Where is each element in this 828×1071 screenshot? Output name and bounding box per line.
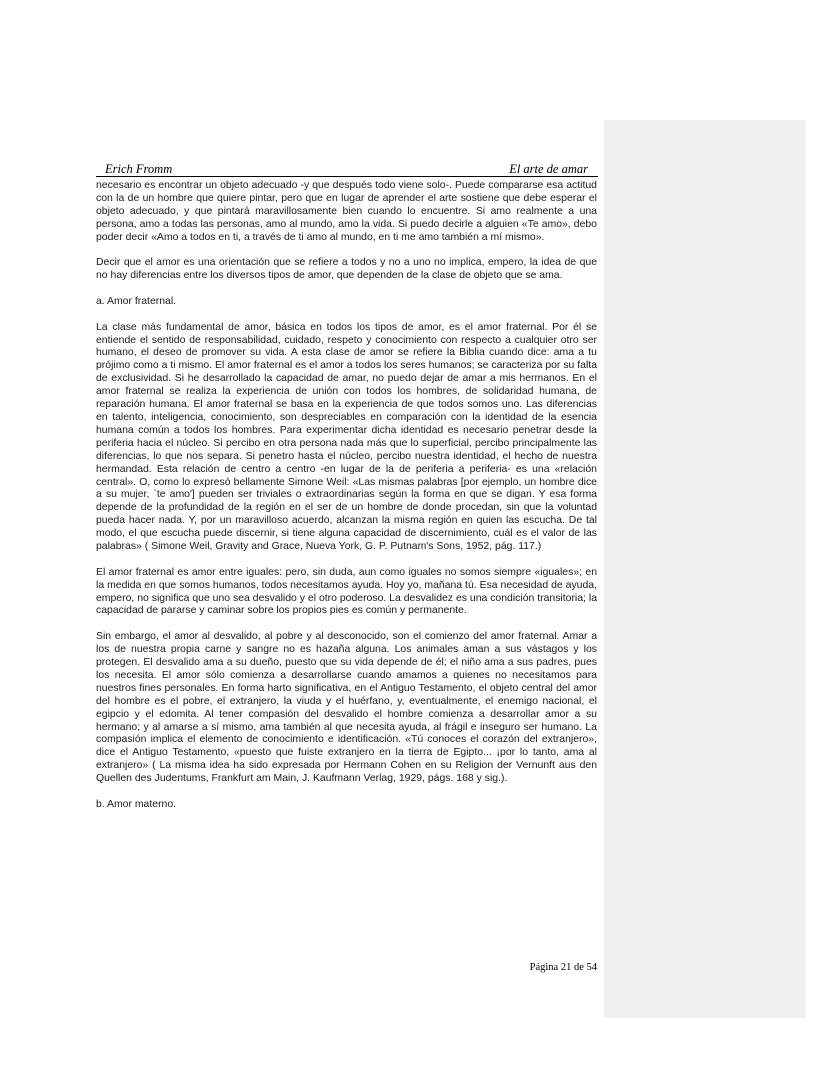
comment-margin-panel [604,120,806,1018]
page-number: Página 21 de 54 [529,962,597,973]
body-paragraph: Decir que el amor es una orientación que se refiere a todos y no a uno no implica, empero, la idea de que no hay diferencias entre los diversos tipos de amor, que dependen de la clase de objeto que se ama. [96,257,597,282]
section-heading: a. Amor fraternal. [96,295,177,307]
section-heading: b. Amor materno. [96,798,177,810]
body-paragraph: El amor fraternal es amor entre iguales: pero, sin duda, aun como iguales no somos siempre «iguales»; en la medida en que somos humanos, todos necesitamos ayuda. Hoy yo, mañana tú. Esa necesidad de ayuda, empero, no significa que uno sea desvalido y el otro poderoso. La desvalidez es una condición transitoria; la capacidad de pararse y caminar sobre los propios pies es común y permanente. [96,566,597,617]
body-paragraph: Sin embargo, el amor al desvalido, al pobre y al desconocido, son el comienzo del amor fraternal. Amar a los de nuestra propia carne y sangre no es hazaña alguna. Los animales aman a sus vástagos y los protegen. El desvalido ama a su dueño, puesto que su vida depende de él; el niño ama a sus padres, pues los necesita. El amor sólo comienza a desarrollarse cuando amamos a quienes no necesitamos para nuestros fines personales. En forma harto significativa, en el Antiguo Testamento, el objeto central del amor del hombre es el pobre, el extranjero, la viuda y el huérfano, y, eventualmente, el enemigo nacional, el egipcio y el edomita. Al tener compasión del desvalido el hombre comienza a desarrollar amor a su hermano; y al amarse a sí mismo, ama también al que necesita ayuda, al frágil e inseguro ser humano. La compasión implica el elemento de conocimiento e identificación. «Tú conoces el corazón del extranjero», dice el Antiguo Testamento, «puesto que fuiste extranjero en la tierra de Egipto... ¡por lo tanto, ama al extranjero» ( La misma idea ha sido expresada por Hermann Cohen en su Religion der Vernunft aus den Quellen des Judentums, Frankfurt am Main, J. Kaufmann Verlag, 1929, págs. 168 y sig.). [96,631,597,785]
header-book-title: El arte de amar [509,162,588,176]
header-author: Erich Fromm [105,162,173,176]
body-paragraph: La clase más fundamental de amor, básica en todos los tipos de amor, es el amor fraternal. Por él se entiende el sentido de responsabilidad, cuidado, respeto y conocimiento con respecto a cualquier otro ser humano, el deseo de promover su vida. A esta clase de amor se refiere la Biblia cuando dice: ama a tu prójimo como a ti mismo. El amor fraternal es el amor a todos los seres humanos; se caracteriza por su falta de exclusividad. Si he desarrollado la capacidad de amar, no puedo dejar de amar a mis hermanos. En el amor fraternal se realiza la experiencia de unión con todos los hombres, de solidaridad humana, de reparación humana. El amor fraternal se basa en la experiencia de que todos somos uno. Las diferencias en talento, inteligencia, conocimiento, son despreciables en comparación con la identidad de la esencia humana común a todos los hombres. Para experimentar dicha identidad es necesario penetrar desde la periferia hacia el núcleo. Si percibo en otra persona nada más que lo superficial, percibo principalmente las diferencias, lo que nos separa. Si penetro hasta el núcleo, percibo nuestra identidad, el hecho de nuestra hermandad. Esta relación de centro a centro -en lugar de la de periferia a periferia- es una «relación central». O, como lo expresó bellamente Simone Weil: «Las mismas palabras [por ejemplo, un hombre dice a su mujer, `te amo'] pueden ser triviales o extraordinarias según la forma en que se digan. Y esa forma depende de la profundidad de la región en el ser de un hombre de donde procedan, sin que la voluntad pueda hacer nada. Y, por un maravilloso acuerdo, alcanzan la misma región en quien las escucha. De tal modo, el que escucha puede discernir, si tiene alguna capacidad de discernimiento, cuál es el valor de las palabras» ( Simone Weil, Gravity and Grace, Nueva York, G. P. Putnam's Sons, 1952, pág. 117.) [96,321,597,553]
page-body [96,180,597,825]
page-header [96,162,598,177]
body-paragraph: necesario es encontrar un objeto adecuado -y que después todo viene solo-. Puede compararse esa actitud con la de un hombre que quiere pintar, pero que en lugar de aprender el arte sostiene que debe esperar el objeto adecuado, y que pintará maravillosamente bien cuando lo encuentre. Si amo realmente a una persona, amo a todas las personas, amo al mundo, amo la vida. Si puedo decirle a alguien «Te amo», debo poder decir «Amo a todos en ti, a través de ti amo al mundo, en ti me amo también a mí mismo». [96,180,597,243]
